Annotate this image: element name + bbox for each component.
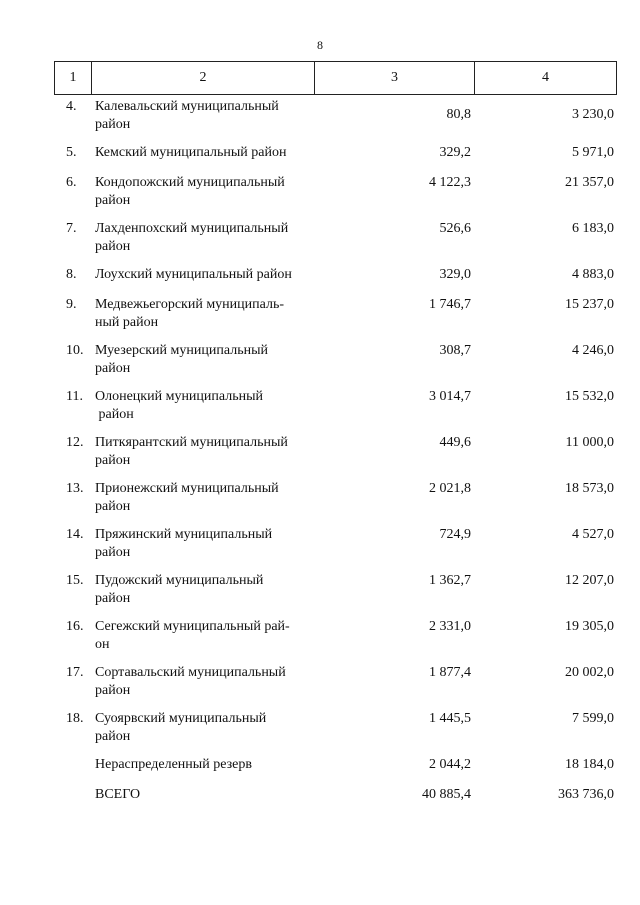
row-value-col3: 2 021,8 xyxy=(429,481,471,496)
row-value-col3: 1 362,7 xyxy=(429,573,471,588)
row-value-col4: 15 237,0 xyxy=(565,297,614,312)
table-row xyxy=(54,174,616,220)
table-row xyxy=(54,664,616,710)
row-name xyxy=(95,296,317,332)
row-name-line: район xyxy=(95,361,131,376)
row-name-line: район xyxy=(95,193,131,208)
row-value-col3: 2 044,2 xyxy=(429,757,471,772)
row-value-col3: 329,0 xyxy=(439,267,471,282)
row-value-col4: 12 207,0 xyxy=(565,573,614,588)
table-row xyxy=(54,710,616,756)
row-value-col4: 19 305,0 xyxy=(565,619,614,634)
row-value-col3: 1 445,5 xyxy=(429,711,471,726)
row-number: 9. xyxy=(66,297,77,312)
table-row xyxy=(54,266,616,296)
row-name-line: Лахденпохский муниципальный xyxy=(95,221,289,236)
row-value-col4: 4 883,0 xyxy=(572,267,614,282)
row-value-col3: 449,6 xyxy=(439,435,471,450)
row-value-col3: 724,9 xyxy=(439,527,471,542)
row-value-col3: 1 877,4 xyxy=(429,665,471,680)
table-row xyxy=(54,480,616,526)
row-name xyxy=(95,144,317,162)
table-header xyxy=(54,61,617,95)
header-col-2: 2 xyxy=(92,62,315,95)
row-number: 4. xyxy=(66,99,77,114)
row-name-line: Суоярвский муниципальный xyxy=(95,711,267,726)
row-value-col3: 3 014,7 xyxy=(429,389,471,404)
row-value-col4: 6 183,0 xyxy=(572,221,614,236)
row-value-col4: 7 599,0 xyxy=(572,711,614,726)
row-number: 15. xyxy=(66,573,84,588)
row-value-col3: 308,7 xyxy=(439,343,471,358)
table-row xyxy=(54,144,616,174)
header-col-1: 1 xyxy=(55,62,92,95)
row-value-col4: 21 357,0 xyxy=(565,175,614,190)
row-name-line: он xyxy=(95,637,110,652)
row-name xyxy=(95,618,317,654)
table-row xyxy=(54,98,616,144)
row-value-col3: 80,8 xyxy=(446,107,471,122)
row-value-col4: 363 736,0 xyxy=(558,787,614,802)
row-value-col3: 1 746,7 xyxy=(429,297,471,312)
row-number: 13. xyxy=(66,481,84,496)
row-name xyxy=(95,220,317,256)
row-name-line: Нераспределенный резерв xyxy=(95,757,252,772)
row-name-line: ВСЕГО xyxy=(95,787,141,802)
row-number: 18. xyxy=(66,711,84,726)
row-name-line: Калевальский муниципальный xyxy=(95,99,279,114)
row-name-line: район xyxy=(95,683,131,698)
row-name-line: Олонецкий муниципальный xyxy=(95,389,263,404)
row-name-line: район xyxy=(95,453,131,468)
row-name-line: Пряжинский муниципальный xyxy=(95,527,273,542)
row-value-col4: 3 230,0 xyxy=(572,107,614,122)
row-name-line: Кондопожский муниципальный xyxy=(95,175,285,190)
table-row xyxy=(54,434,616,480)
row-name-line: район xyxy=(95,545,131,560)
row-value-col3: 40 885,4 xyxy=(422,787,471,802)
row-value-col3: 329,2 xyxy=(439,145,471,160)
row-number: 16. xyxy=(66,619,84,634)
row-number: 5. xyxy=(66,145,77,160)
row-name-line: район xyxy=(95,729,131,744)
table-row xyxy=(54,572,616,618)
row-number: 14. xyxy=(66,527,84,542)
row-name xyxy=(95,526,317,562)
table-body xyxy=(54,98,616,816)
row-number: 7. xyxy=(66,221,77,236)
row-name-line: район xyxy=(95,499,131,514)
row-value-col3: 526,6 xyxy=(439,221,471,236)
row-value-col3: 2 331,0 xyxy=(429,619,471,634)
row-name-line: Муезерский муниципальный xyxy=(95,343,268,358)
table-row xyxy=(54,388,616,434)
row-value-col3: 4 122,3 xyxy=(429,175,471,190)
row-name xyxy=(95,664,317,700)
row-value-col4: 11 000,0 xyxy=(565,435,614,450)
header-col-3: 3 xyxy=(315,62,475,95)
row-name xyxy=(95,756,317,774)
row-number: 17. xyxy=(66,665,84,680)
row-name xyxy=(95,572,317,608)
row-name-line: ный район xyxy=(95,315,159,330)
row-name-line: Медвежьегорский муниципаль- xyxy=(95,297,285,312)
row-name-line: Лоухский муниципальный район xyxy=(95,267,292,282)
row-name xyxy=(95,266,317,284)
row-name-line: Пудожский муниципальный xyxy=(95,573,264,588)
row-name xyxy=(95,480,317,516)
row-value-col4: 4 527,0 xyxy=(572,527,614,542)
table-row xyxy=(54,756,616,786)
row-name xyxy=(95,434,317,470)
row-value-col4: 5 971,0 xyxy=(572,145,614,160)
row-name-line: Прионежский муниципальный xyxy=(95,481,279,496)
row-number: 6. xyxy=(66,175,77,190)
row-name xyxy=(95,710,317,746)
row-value-col4: 4 246,0 xyxy=(572,343,614,358)
row-name xyxy=(95,786,317,804)
row-name-line: Кемский муниципальный район xyxy=(95,145,287,160)
table-row xyxy=(54,526,616,572)
row-number: 10. xyxy=(66,343,84,358)
table-row xyxy=(54,618,616,664)
row-number: 11. xyxy=(66,389,83,404)
row-name-line: район xyxy=(95,407,134,422)
row-value-col4: 15 532,0 xyxy=(565,389,614,404)
header-col-4: 4 xyxy=(475,62,617,95)
row-name xyxy=(95,174,317,210)
table-row xyxy=(54,220,616,266)
table-row xyxy=(54,296,616,342)
table-row xyxy=(54,786,616,816)
row-number: 8. xyxy=(66,267,77,282)
row-value-col4: 18 573,0 xyxy=(565,481,614,496)
row-name xyxy=(95,98,317,134)
row-name-line: Сегежский муниципальный рай- xyxy=(95,619,290,634)
row-value-col4: 20 002,0 xyxy=(565,665,614,680)
row-number: 12. xyxy=(66,435,84,450)
row-value-col4: 18 184,0 xyxy=(565,757,614,772)
row-name xyxy=(95,342,317,378)
row-name-line: Сортавальский муниципальный xyxy=(95,665,286,680)
row-name-line: район xyxy=(95,591,131,606)
row-name-line: район xyxy=(95,239,131,254)
table-row xyxy=(54,342,616,388)
row-name-line: район xyxy=(95,117,131,132)
row-name-line: Питкярантский муниципальный xyxy=(95,435,288,450)
page-number: 8 xyxy=(317,38,323,52)
row-name xyxy=(95,388,317,424)
